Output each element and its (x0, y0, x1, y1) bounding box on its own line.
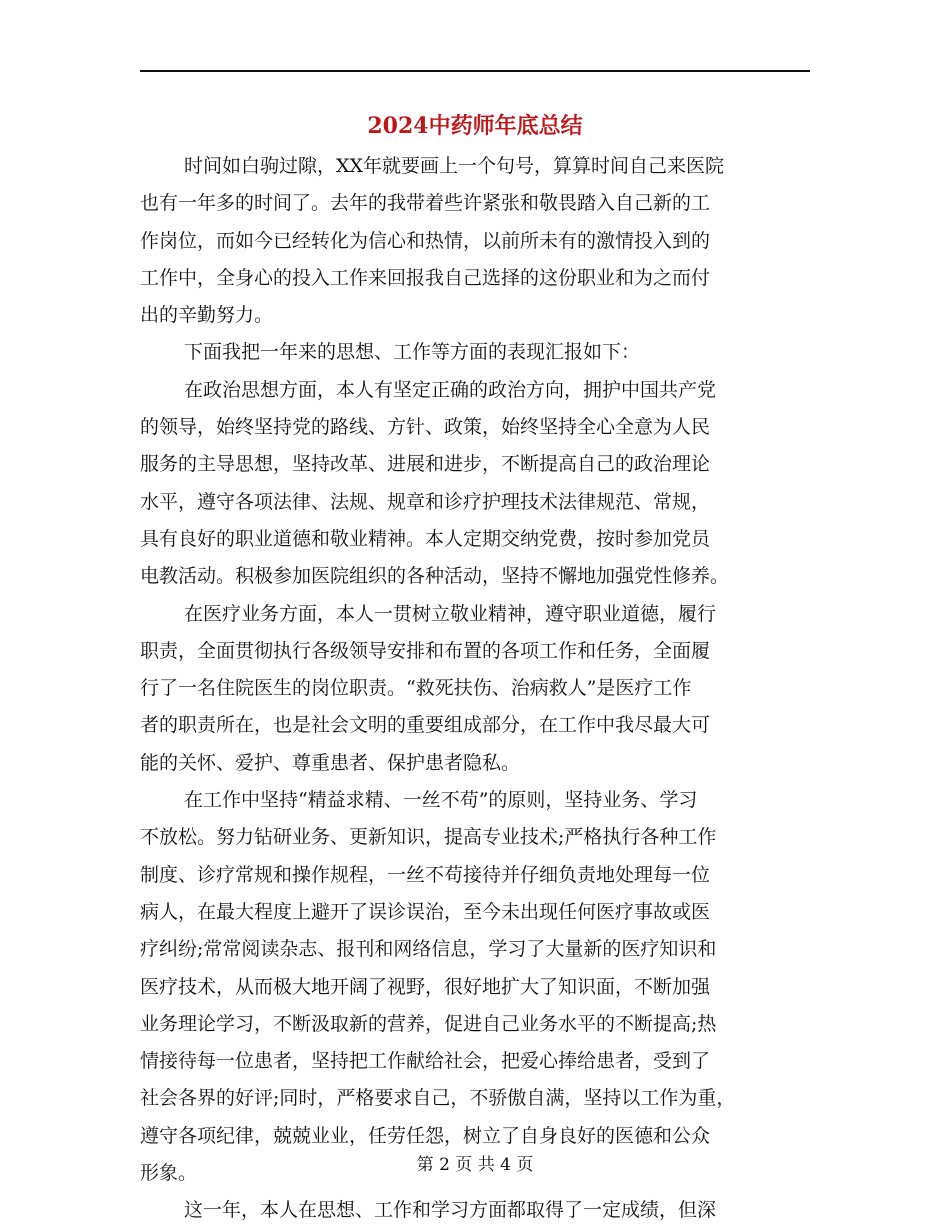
body-line: 情接待每一位患者，坚持把工作献给社会，把爱心捧给患者，受到了 (140, 1050, 711, 1073)
body-line: 制度、诊疗常规和操作规程，一丝不苟接待并仔细负责地处理每一位 (140, 863, 711, 886)
body-line: 作岗位，而如今已经转化为信心和热情，以前所未有的激情投入到的 (140, 229, 711, 252)
body-line: 行了一名住院医生的岗位职责。“救死扶伤、治病救人”是医疗工作 (140, 677, 692, 700)
body-line: 具有良好的职业道德和敬业精神。本人定期交纳党费，按时参加党员 (140, 527, 711, 550)
body-line: 也有一年多的时间了。去年的我带着些许紧张和敬畏踏入自己新的工 (140, 192, 711, 215)
body-line: 这一年，本人在思想、工作和学习方面都取得了一定成绩，但深 (184, 1199, 717, 1222)
body-line: 职责，全面贯彻执行各级领导安排和布置的各项工作和任务，全面履 (140, 639, 711, 662)
body-line: 下面我把一年来的思想、工作等方面的表现汇报如下： (184, 341, 641, 364)
body-line: 形象。 (140, 1162, 198, 1185)
body-line: 电教活动。积极参加医院组织的各种活动，坚持不懈地加强党性修养。 (140, 565, 730, 588)
body-line: 出的辛勤努力。 (140, 304, 274, 327)
body-line: 能的关怀、爱护、尊重患者、保护患者隐私。 (140, 751, 521, 774)
body-line: 的领导，始终坚持党的路线、方针、政策，始终坚持全心全意为人民 (140, 416, 711, 439)
body-line: 在医疗业务方面，本人一贯树立敬业精神，遵守职业道德，履行 (184, 602, 717, 625)
body-line: 医疗技术，从而极大地开阔了视野，很好地扩大了知识面，不断加强 (140, 975, 711, 998)
header-rule (140, 70, 810, 72)
body-line: 工作中，全身心的投入工作来回报我自己选择的这份职业和为之而付 (140, 266, 711, 289)
document-body (140, 148, 810, 1230)
body-line: 水平，遵守各项法律、法规、规章和诊疗护理技术法律规范、常规， (140, 490, 711, 513)
body-line: 在工作中坚持“精益求精、一丝不苟”的原则，坚持业务、学习 (184, 789, 698, 812)
body-line: 社会各界的好评;同时，严格要求自己，不骄傲自满，坚持以工作为重， (140, 1087, 736, 1110)
document-title: 2024中药师年底总结 (367, 113, 583, 139)
body-line: 服务的主导思想，坚持改革、进展和进步，不断提高自己的政治理论 (140, 453, 711, 476)
body-line: 疗纠纷;常常阅读杂志、报刊和网络信息，学习了大量新的医疗知识和 (140, 938, 717, 961)
body-line: 不放松。努力钻研业务、更新知识，提高专业技术;严格执行各种工作 (140, 826, 717, 849)
body-line: 遵守各项纪律，兢兢业业，任劳任怨，树立了自身良好的医德和公众 (140, 1124, 711, 1147)
body-line: 业务理论学习，不断汲取新的营养，促进自己业务水平的不断提高;热 (140, 1012, 717, 1035)
body-line: 在政治思想方面，本人有坚定正确的政治方向，拥护中国共产党 (184, 378, 717, 401)
body-line: 时间如白驹过隙，XX年就要画上一个句号，算算时间自己来医院 (184, 155, 725, 177)
body-line: 病人，在最大程度上避开了误诊误治，至今未出现任何医疗事故或医 (140, 900, 711, 923)
page-number: 第 2 页 共 4 页 (416, 1155, 534, 1175)
body-line: 者的职责所在，也是社会文明的重要组成部分，在工作中我尽最大可 (140, 714, 711, 737)
